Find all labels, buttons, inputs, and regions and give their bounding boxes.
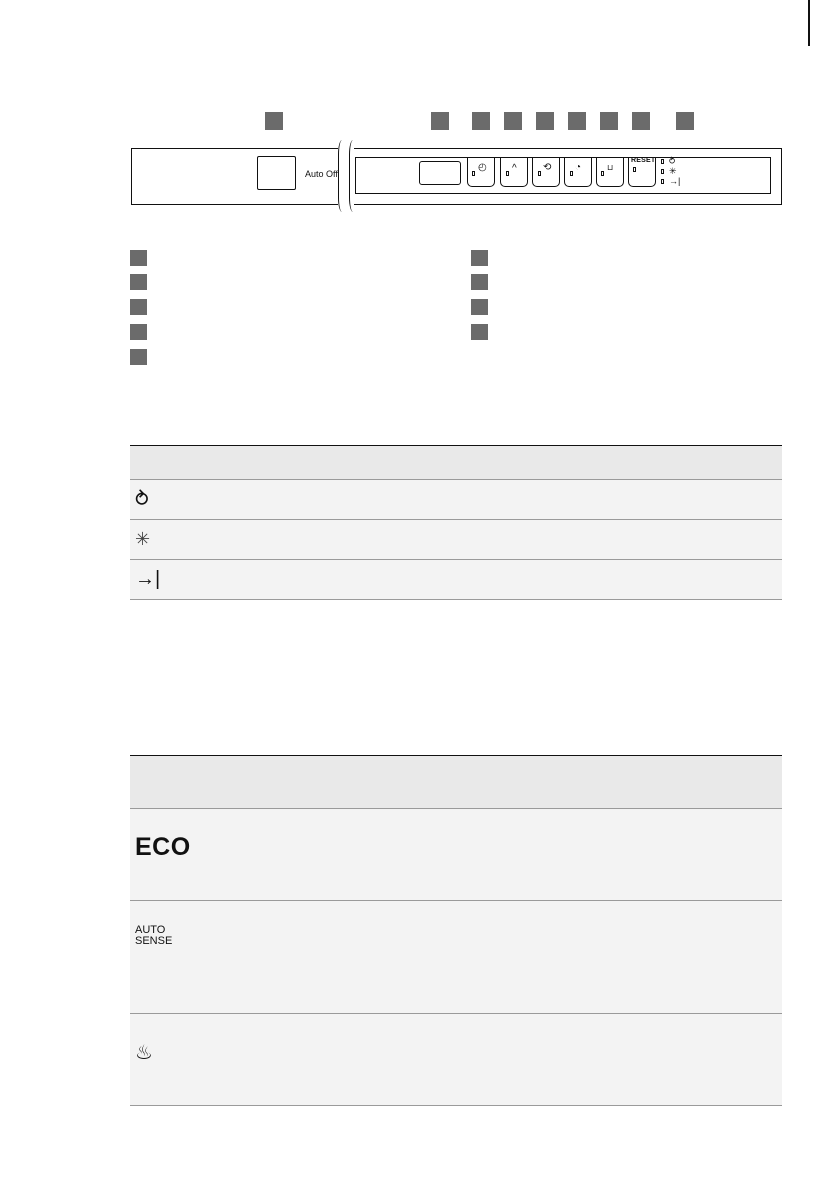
program-icon: ⟲: [543, 162, 552, 173]
led-end: [661, 179, 664, 184]
eco-label: ECO: [135, 833, 191, 861]
led: [570, 171, 573, 176]
break-curve-right: [349, 140, 357, 212]
control-panel-inner: [355, 157, 771, 194]
program-table: [130, 755, 782, 1106]
salt-icon: ✳: [669, 166, 677, 176]
callout-2: [431, 112, 449, 130]
table-row: [130, 1014, 782, 1106]
key-9: [471, 324, 488, 340]
callout-5: [536, 112, 554, 130]
led: [601, 171, 604, 176]
key-3: [130, 299, 147, 315]
callout-8: [632, 112, 650, 130]
on-off-button[interactable]: [257, 156, 296, 190]
key-2: [130, 274, 147, 290]
led-salt: [661, 169, 664, 174]
auto-off-label: Auto Off: [305, 169, 338, 179]
led: [538, 171, 541, 176]
led-rinse: [661, 159, 664, 164]
indicator-table: [130, 445, 782, 600]
break-curve-left: [338, 140, 346, 212]
table-row: [130, 560, 782, 600]
led: [506, 171, 509, 176]
table-row: [130, 809, 782, 901]
led: [633, 167, 636, 172]
table-row: [130, 480, 782, 520]
callout-1: [265, 112, 283, 130]
display: [419, 161, 461, 185]
callout-3: [472, 112, 490, 130]
table-row: [130, 520, 782, 560]
key-6: [471, 250, 488, 266]
xtra-dry-icon: ⊔: [607, 163, 614, 172]
table-header: [130, 756, 782, 809]
rinse-aid-icon: ⥁: [135, 489, 149, 511]
rinse-aid-icon: ⥁: [669, 156, 676, 166]
pots-pans-icon: ♨: [135, 1042, 153, 1064]
key-5: [130, 349, 147, 365]
callout-7: [600, 112, 618, 130]
table-header: [130, 446, 782, 480]
key-1: [130, 250, 147, 266]
salt-icon: ✳: [135, 529, 151, 549]
reset-label: RESET: [631, 157, 656, 164]
key-7: [471, 274, 488, 290]
led: [472, 171, 475, 176]
auto-sense-label: AUTO SENSE: [135, 924, 173, 947]
table-row: [130, 901, 782, 1014]
delay-start-icon: ◴: [478, 162, 487, 173]
key-8: [471, 299, 488, 315]
callout-6: [568, 112, 586, 130]
end-arrow-icon: →|: [135, 568, 161, 590]
key-4: [130, 324, 147, 340]
time-manager-icon: ◔: [575, 162, 582, 173]
end-arrow-icon: →|: [669, 176, 681, 186]
callout-9: [676, 112, 694, 130]
chevron-up-icon: ^: [512, 163, 517, 174]
callout-4: [504, 112, 522, 130]
